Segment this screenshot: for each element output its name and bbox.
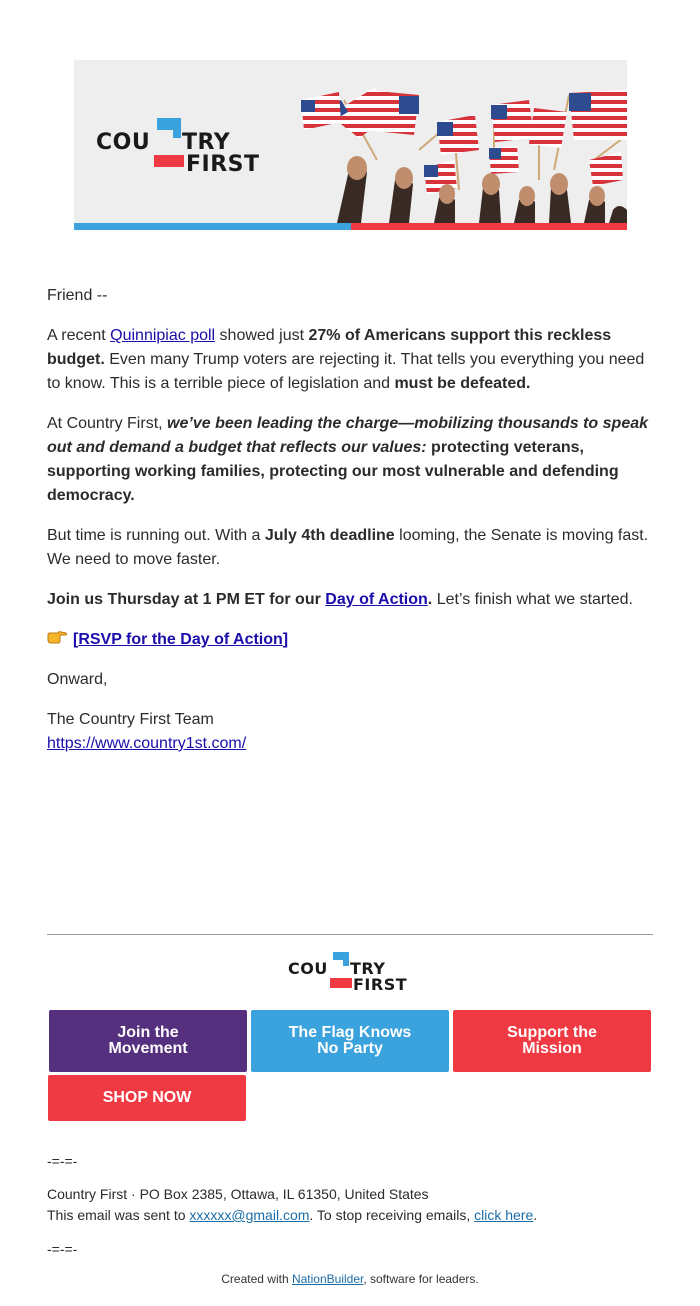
banner-blue-bar — [74, 223, 351, 230]
rsvp-link[interactable]: RSVP for the Day of Action — [78, 631, 283, 648]
greeting: Friend -- — [47, 287, 108, 304]
footer-logo: COU TRY FIRST — [288, 952, 418, 994]
unsubscribe-link[interactable]: click here — [474, 1207, 534, 1223]
pointing-hand-icon — [47, 628, 67, 652]
nationbuilder-credit: Created with NationBuilder, software for leaders. — [221, 1272, 479, 1286]
quinnipiac-poll-link[interactable]: Quinnipiac poll — [110, 327, 216, 344]
waving-flags-illustration — [249, 60, 627, 223]
footer-divider-top: -=-=- — [47, 1153, 78, 1169]
signature: The Country First Team https://www.country1st.com/ — [47, 711, 247, 752]
flag-knows-no-party-button[interactable]: The Flag Knows No Party — [251, 1010, 449, 1072]
country-first-logo: COU TRY FIRST — [96, 118, 266, 178]
paragraph-poll: A recent Quinnipiac poll showed just 27% of Americans support this reckless budget. Even many Trump voters are rejecting it. That tells you everything you need to know. This is a terrible piece of legislation and must be defeated. — [47, 327, 645, 392]
header-banner — [74, 60, 627, 230]
shop-now-button[interactable]: SHOP NOW — [48, 1075, 246, 1121]
rsvp-line: [RSVP for the Day of Action] — [47, 628, 655, 652]
footer-divider-bottom: -=-=- — [47, 1241, 78, 1257]
signoff: Onward, — [47, 671, 108, 688]
paragraph-join: Join us Thursday at 1 PM ET for our Day of Action. Let’s finish what we started. — [47, 591, 633, 608]
nationbuilder-link[interactable]: NationBuilder — [291, 1272, 364, 1286]
paragraph-deadline: But time is running out. With a July 4th deadline looming, the Senate is moving fast. We need to move faster. — [47, 527, 649, 568]
paragraph-mission: At Country First, we’ve been leading the charge—mobilizing thousands to speak out and demand a budget that reflects our values: protecting veterans, supporting working families, protecting our most vulnerable and defending democracy. — [47, 415, 649, 504]
footer-divider-line — [47, 934, 653, 935]
email-body — [47, 284, 655, 772]
day-of-action-link[interactable]: Day of Action — [325, 591, 428, 608]
support-the-mission-button[interactable]: Support the Mission — [453, 1010, 651, 1072]
recipient-email-link[interactable]: xxxxxx@gmail.com — [189, 1207, 310, 1223]
website-link[interactable]: https://www.country1st.com/ — [47, 735, 247, 752]
join-the-movement-button[interactable]: Join the Movement — [49, 1010, 247, 1072]
footer-address-block: Country First · PO Box 2385, Ottawa, IL 61350, United States This email was sent to xxxxxx@gmail.com. To stop receiving emails, click here. — [47, 1186, 538, 1223]
banner-red-bar — [351, 223, 627, 230]
